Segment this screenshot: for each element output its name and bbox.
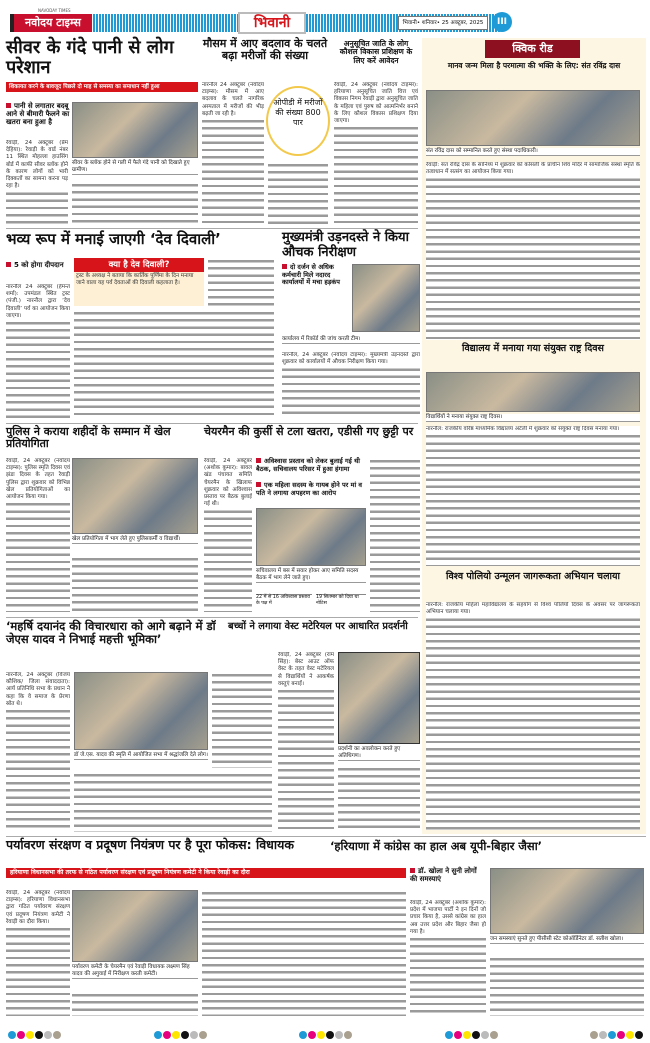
chairman-body-2 [370,458,420,612]
police-caption: खेल प्रतियोगिता में भाग लेते हुए पुलिसकर्मी व विद्यार्थी। [72,536,198,544]
color-dots [299,1024,353,1034]
dev-diwali-col [208,258,274,306]
day: शनिवार [421,20,437,26]
sewer-subhead: पानी से लगातार बदबू आने से बीमारी फैलने का खतरा बना हुआ है [6,102,70,126]
dayanand-caption: डॉ जे.एस. यादव की स्मृति में आयोजित सभा में श्रद्धांजलि देते लोग। [74,752,208,758]
weather-body: नारनौल 24 अक्टूबर (नवोदय टाइम्स): मौसम में आए बदलाव के चलते नागरिक अस्पताल में मरीजों की भीड़ बढ़ती जा रही है। [202,82,264,225]
chairman-note-1: 22 में से 16 अविश्वास प्रस्ताव के पक्ष में [256,594,312,607]
divider [6,423,418,424]
sewer-caption: सीवर के ब्लॉक होने से गली में फैले गंदे पानी को दिखाते हुए ग्रामीण। [72,160,198,175]
congress-body-cont [490,956,644,1016]
environment-headline: पर्यावरण संरक्षण व प्रदूषण नियंत्रण पर है पूरा फोकस: विधायक [6,837,294,852]
waste-headline: बच्चों ने लगाया वेस्ट मटेरियल पर आधारित प्रदर्शनी [228,621,408,632]
weather-body-cont [268,162,328,225]
police-photo [72,458,198,534]
dev-diwali-body-cont [74,310,274,418]
cm-body: नारनौल, 24 अक्टूबर (नवोदय टाइम्स): मुख्यमंत्री उड़नदस्ते द्वारा शुक्रवार को कार्यालयों में औचक निरीक्षण किया गया। [282,352,420,418]
environment-strap: हरियाणा विधानसभा की तरफ से गठित पर्यावरण संरक्षण एवं प्रदूषण नियंत्रण कमेटी ने किया रेवाड़ी का दौरा [6,868,406,878]
dev-diwali-subhead: 5 को होगा दीपदान [6,262,70,270]
chairman-headline: चेयरमैन की कुर्सी से टला खतरा, एडीसी गए छुट्टी पर [204,425,414,438]
dayanand-photo [74,672,208,750]
chairman-photo [256,508,366,566]
sewer-headline: सीवर के गंदे पानी से लोग परेशान [6,37,174,78]
congress-caption: जन समस्याएं सुनते हुए पीसीसी स्टेट कोऑर्डिनेटर डॉ. सतीश खोला। [490,936,644,944]
city: भिवानी [402,20,417,26]
chairman-subhead-1: अविश्वास प्रस्ताव को लेकर बुलाई गई थी बैठक, सचिवालय परिसर में हुआ हंगामा [256,458,366,473]
quick-photo [426,90,640,146]
dayanand-body: नारनौल, 24 अक्टूबर (विजय कौशिक/ जिला संवाददाता): आर्य प्रतिनिधि सभा के प्रधान ने कहा कि वे समाज के प्रेरणा स्रोत थे। [6,672,70,832]
congress-photo [490,868,644,934]
divider [6,617,418,618]
congress-subhead: डॉ. खोला ने सुनी लोगों की समस्याएं [410,868,486,884]
paper-small-label: NAVODAY TIMES [38,8,71,13]
cm-caption: कार्यालय में रिकॉर्ड की जांच करती टीम। [282,336,420,344]
police-body-cont [72,556,198,612]
logo: नवोदय टाइम्स [10,14,92,32]
environment-col [202,890,406,1016]
polio-body: नारनौल: राजकीय महिला महाविद्यालय के सहयोग से विश्व पोलियो दिवस के अवसर पर जागरूकता अभियान चलाया गया। [426,602,640,830]
dev-diwali-box-title: क्या है देव दिवाली? [74,258,204,272]
dev-diwali-headline: भव्य रूप में मनाई जाएगी ‘देव दिवाली’ [6,230,221,248]
sewer-photo [72,102,198,158]
police-headline: पुलिस ने कराया शहीदों के सम्मान में खेल प्रतियोगिता [6,425,171,451]
sc-body: रेवाड़ी, 24 अक्टूबर (नवोदय टाइम्स): हरियाणा अनुसूचित जाति वित्त एवं विकास निगम रेवाड़ी द्वारा अनुसूचित जाति के महिला एवं पुरुष को आत्मनिर्भर बनाने के लिए कौशल विकास प्रशिक्षण दिया जाएगा। [334,82,418,225]
color-dots [445,1024,499,1034]
congress-body: रेवाड़ी, 24 अक्टूबर (अशोक कुमार): प्रदेश में भाजपा पार्टी ने इन दिनों जो प्रचार किया है, उससे कांग्रेस का हाल अब उत्तर प्रदेश और बिहार जैसा हो गया है। [410,900,486,1016]
dayanand-headline: ‘महर्षि दयानंद की विचारधारा को आगे बढ़ाने में डॉ जेएस यादव ने निभाई महत्ती भूमिका’ [6,619,216,646]
environment-caption: पर्यावरण कमेटी के चेयरमैन एवं रेवाड़ी विधायक लक्ष्मण सिंह यादव की अगुवाई में निरीक्षण करती कमेटी। [72,964,198,979]
chairman-subhead-2: एक महिला सदस्य के गायब होने पर मां व पति ने लगाया अपहरण का आरोप [256,482,366,497]
page-number: III [492,12,512,32]
polio-headline: विश्व पोलियो उन्मूलन जागरूकता अभियान चलाया [446,571,620,582]
masthead [0,0,650,38]
color-dots [8,1024,62,1034]
quick-body: रेवाड़ी: संत रविंद्र दास के सानिध्य में शुक्रवार को कोसली के प्राचीन शिव मंदिर में सामाजिक संस्था स्मृति के तत्वाधान में सत्संग का आयोजन किया गया। [426,162,640,340]
registration-marks [8,1024,644,1034]
color-dots [154,1024,208,1034]
waste-body: रेवाड़ी, 24 अक्टूबर (राम सिंह): बेस्ट आउट ऑफ वेस्ट के तहत वेस्ट मटेरियल से विद्यार्थियों ने आकर्षक वस्तुएं बनाईं। [278,652,334,832]
divider [6,228,418,229]
waste-photo [338,652,420,744]
date: 25 अक्टूबर, 2025 [441,20,484,26]
waste-caption: प्रदर्शनी का अवलोकन करते हुए अतिथिगण। [338,746,420,761]
environment-body: रेवाड़ी, 24 अक्टूबर (नवोदय टाइम्स): हरियाणा विधानसभा द्वारा गठित पर्यावरण संरक्षण एवं प्रदूषण नियंत्रण कमेटी ने रेवाड़ी का दौरा किया। [6,890,70,1016]
dateline: भिवानी• शनिवार• 25 अक्टूबर, 2025 [398,16,488,30]
weather-headline: मौसम में आए बदलाव के चलते बढ़ा मरीजों की संख्या [202,37,328,63]
quick-headline: मानव जन्म मिला है परमात्मा की भक्ति के लिए: संत रविंद्र दास [447,61,621,70]
environment-body-cont [72,992,198,1016]
color-dots [590,1024,644,1034]
opd-callout: ओपीडी में मरीजों की संख्या 800 पार [266,86,330,156]
cm-photo [352,264,420,332]
quick-caption: संत रविंद्र दास को सम्मानित करते हुए संस्था पदाधिकारी। [426,148,640,156]
chairman-body: रेवाड़ी, 24 अक्टूबर (अशोक कुमार): बावल खंड पंचायत समिति चेयरमैन के खिलाफ शुक्रवार को अविश्वास प्रस्ताव पर बैठक बुलाई गई थी। [204,458,252,612]
chairman-note-2: 19 सितम्बर को दिया था नोटिस [316,594,366,607]
chairman-caption: सचिवालय में बस में सवार होकर आए समिति सदस्य बैठक में भाग लेने जाते हुए। [256,568,366,583]
cm-subhead: दो दर्जन से अधिक कर्मचारी मिले नदारद कार्यालयों में मचा हड़कंप [282,264,348,287]
un-day-photo [426,372,640,412]
sewer-body-cont [72,182,198,225]
section-title: भिवानी [238,12,306,34]
sewer-body: रेवाड़ी, 24 अक्टूबर (प्रेम देहिया): रेवाड़ी के वार्ड नंबर 11 स्थित मोहल्ला हाउसिंग बोर्ड में काफी सीवर ब्लॉक होने के कारण लोगों को भारी दिक्कतों का सामना करना पड़ रहा है। [6,140,68,226]
sewer-strap: शिकायत करने के बावजूद पिछले दो माह से समस्या का समाधान नहीं हुआ [6,82,198,92]
un-day-headline: विद्यालय में मनाया गया संयुक्त राष्ट्र दिवस [462,343,604,354]
congress-headline: ‘हरियाणा में कांग्रेस का हाल अब यूपी-बिहार जैसा’ [330,839,543,853]
cm-headline: मुख्यमंत्री उड़नदस्ते ने किया औचक निरीक्षण [282,230,409,260]
dev-diwali-body: नारनौल 24 अक्टूबर (हेमन्त शर्मा): उपमंडल स्थित ट्रस्ट (पंजी.) नारनौल द्वारा ‘देव दिवाली’ पर्व का आयोजन किया जाएगा। [6,284,70,418]
un-day-body: नारनौल: राजकीय वरिष्ठ माध्यमिक विद्यालय अटेली में शुक्रवार को संयुक्त राष्ट्र दिवस मनाया गया। [426,426,640,566]
un-day-caption: विद्यार्थियों ने मनाया संयुक्त राष्ट्र दिवस। [426,414,640,422]
dayanand-body-cont [74,772,272,832]
environment-photo [72,890,198,962]
waste-body-cont [338,766,420,832]
police-body: रेवाड़ी, 24 अक्टूबर (नवोदय टाइम्स): पुलिस स्मृति दिवस एवं झंडा दिवस के तहत रेवाड़ी पुलिस द्वारा शुक्रवार को विभिन्न खेल प्रतियोगिताओं का आयोजन किया गया। [6,458,70,612]
quick-read-label: क्विक रीड [485,40,580,58]
dev-diwali-box-body: ट्रस्ट के अध्यक्ष ने बताया कि कार्तिक पूर्णिमा के दिन मनाया जाने वाला यह पर्व देवताओं की दिवाली कहलाता है। [76,273,194,287]
sc-headline: अनुसूचित जाति के लोग कौशल विकास प्रशिक्षण के लिए करें आवेदन [339,39,413,65]
dayanand-col [212,672,272,768]
